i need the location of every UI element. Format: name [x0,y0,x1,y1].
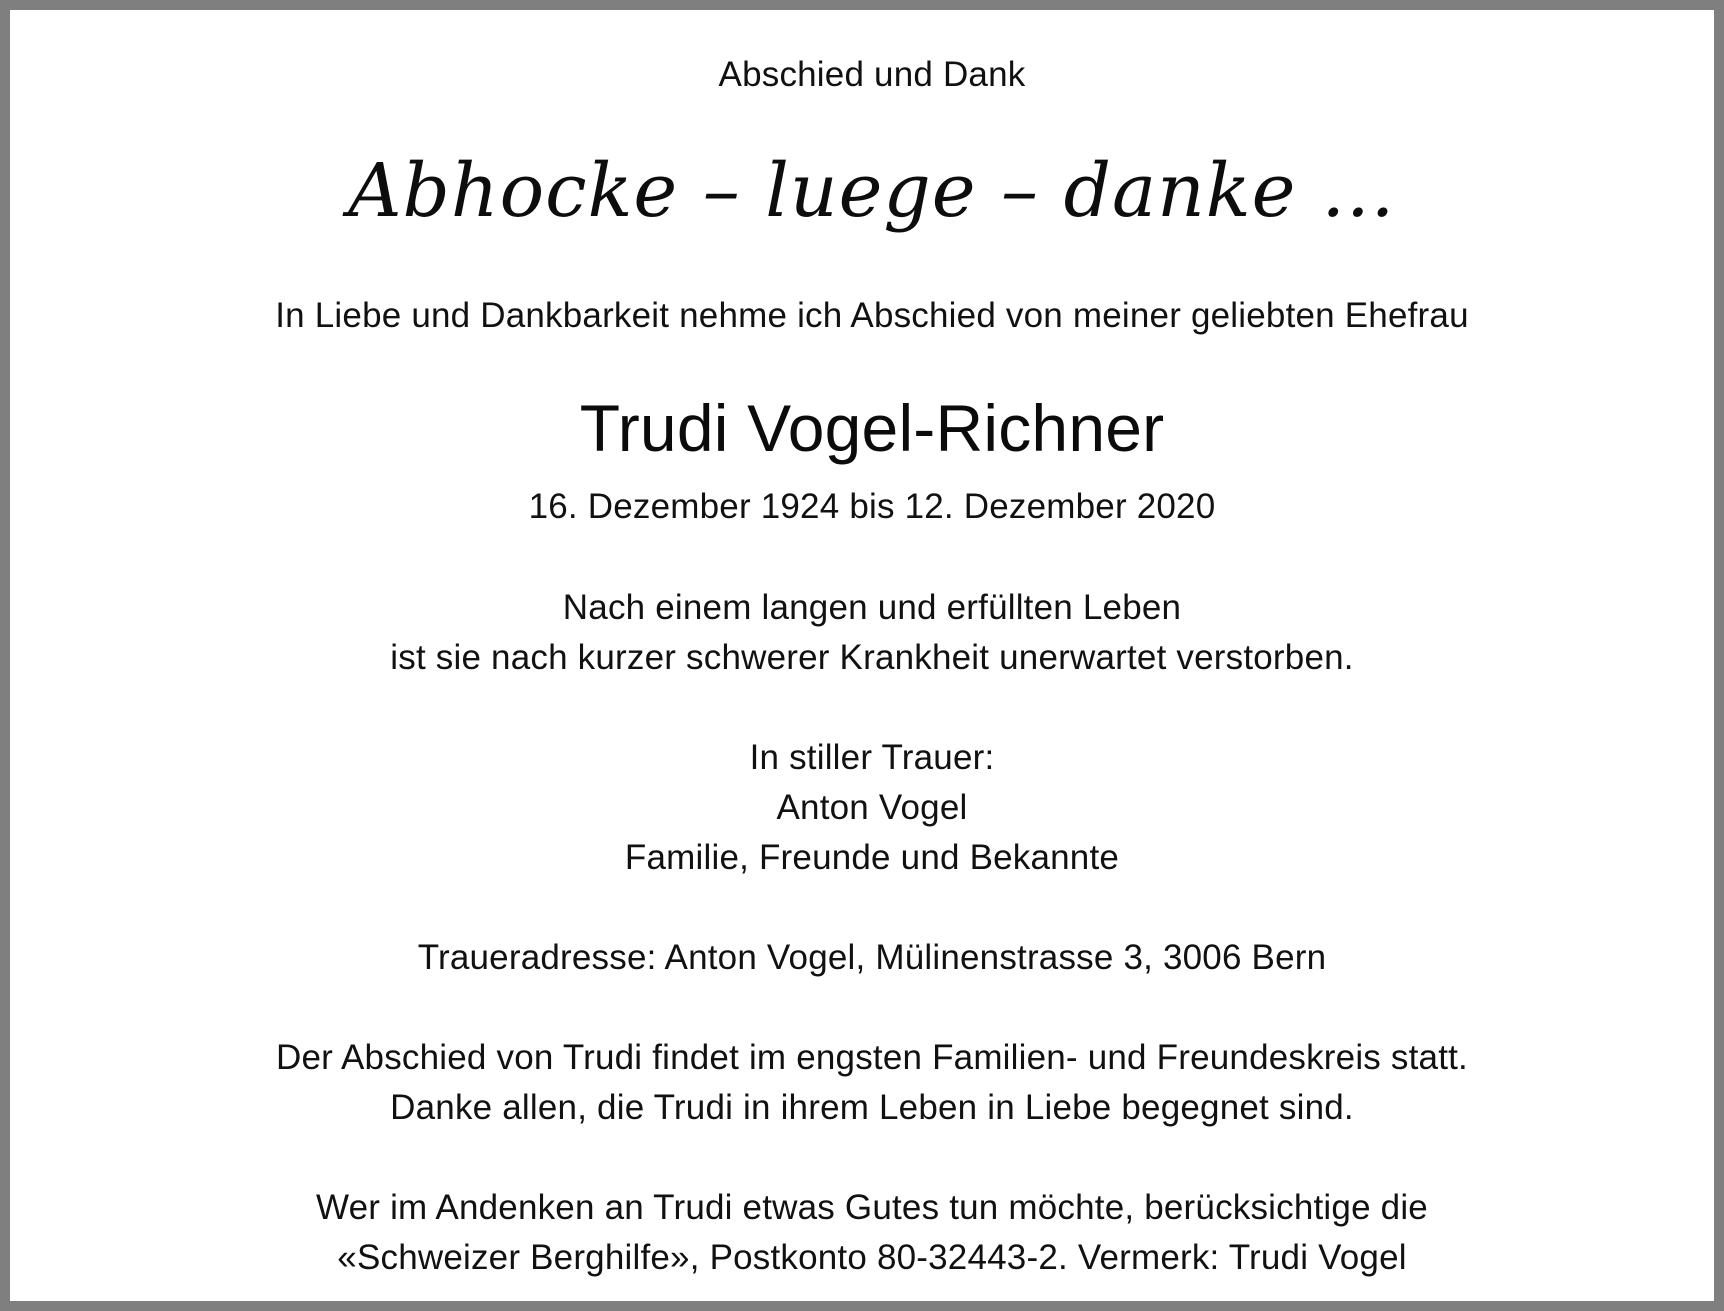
life-text-line2: ist sie nach kurzer schwerer Krankheit unerwartet verstorben. [390,638,1354,677]
mourner-family: Familie, Freunde und Bekannte [624,838,1120,877]
mourning-label: In stiller Trauer: [749,738,995,777]
life-text-line1: Nach einem langen und erfüllten Leben [562,588,1182,627]
life-dates: 16. Dezember 1924 bis 12. Dezember 2020 [528,487,1216,526]
farewell-line2: Danke allen, die Trudi in ihrem Leben in Liebe begegnet sind. [390,1088,1354,1127]
donation-line1: Wer im Andenken an Trudi etwas Gutes tun möchte, berücksichtige die [316,1188,1428,1227]
notice-heading: Abschied und Dank [718,55,1026,94]
mourning-address: Traueradresse: Anton Vogel, Mülinenstrasse 3, 3006 Bern [417,938,1327,977]
farewell-line1: Der Abschied von Trudi findet im engsten Familien- und Freundeskreis statt. [276,1038,1468,1077]
deceased-name: Trudi Vogel-Richner [579,391,1165,465]
intro-text: In Liebe und Dankbarkeit nehme ich Abschied von meiner geliebten Ehefrau [275,296,1469,335]
mourner-name: Anton Vogel [776,788,968,827]
motto: Abhocke – luege – danke … [348,148,1396,234]
donation-line2: «Schweizer Berghilfe», Postkonto 80-32443-2. Vermerk: Trudi Vogel [337,1238,1407,1277]
